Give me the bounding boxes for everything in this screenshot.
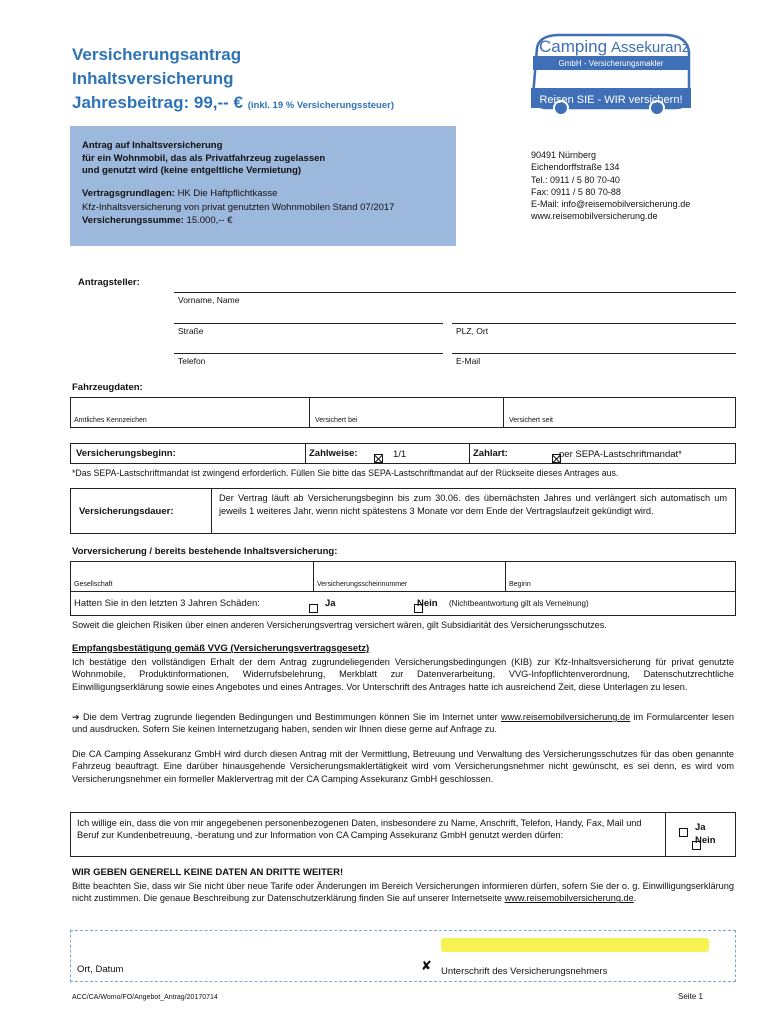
address-email[interactable]: E-Mail: info@reisemobilversicherung.de	[531, 199, 691, 210]
privacy-text-end: .	[633, 893, 637, 904]
consent-yes-label: Ja	[695, 822, 706, 833]
logo-subtitle: GmbH - Versicherungsmakler	[558, 59, 664, 68]
page-number: Seite 1	[678, 992, 703, 1001]
payment-value: 1/1	[393, 449, 407, 460]
insured-sum-value: 15.000,-- €	[186, 214, 233, 226]
info-line-3: und genutzt wird (keine entgeltliche Vermietung)	[82, 165, 302, 177]
damages-yes-checkbox[interactable]	[309, 604, 318, 613]
address-city: 90491 Nürnberg	[531, 150, 597, 160]
prior-company-field[interactable]: Gesellschaft	[74, 581, 113, 588]
privacy-text	[72, 880, 734, 905]
street-line[interactable]	[174, 323, 443, 324]
duration-row	[70, 488, 736, 534]
signature-x-icon: ✘	[421, 959, 432, 974]
document-code: ACC/CA/Womo/FO/Angebot_Antrag/20170714	[72, 994, 218, 1001]
title-line-2: Inhaltsversicherung	[72, 69, 234, 88]
annual-premium: Jahresbeitrag: 99,-- €	[72, 93, 244, 112]
prior-heading: Vorversicherung / bereits bestehende Inhaltsversicherung:	[72, 546, 338, 557]
signature-highlight	[441, 938, 709, 952]
plz-line[interactable]	[452, 323, 736, 324]
consent-text: Ich willige ein, dass die von mir angegebenen personenbezogenen Daten, insbesondere zu Name, Anschrift, Telefon, Handy, Fax, Mail und Beruf zur Kundenbetreuung, -beratung und zur Information von CA Camping Assekuranz GmbH genutzt werden dürfen:	[77, 818, 642, 841]
receipt-paragraph-3: Die CA Camping Assekuranz GmbH wird durch diesen Antrag mit der Vermittlung, Betreuung und Verwaltung des Versicherungsschutzes für das oben genannte Fahrzeug beauftragt. Eine darüber hinausgehende Versicherungsmaklertätigkeit wird vom Versicherungsnehmer nicht gewünscht, es sei denn, es wird vom Versicherungsnehmer ein formeller Maklervertrag mit der CA Camping Assekuranz GmbH geschlossen.	[72, 749, 734, 784]
payment-annual-checkbox[interactable]	[374, 454, 383, 463]
prior-policy-field[interactable]: Versicherungsscheinnummer	[317, 581, 408, 588]
duration-text: Der Vertrag läuft ab Versicherungsbeginn bis zum 30.06. des übernächsten Jahres und verlängert sich automatisch um jeweils 1 weiteres Jahr, wenn nicht spätestens 3 Monate vor dem Ende der Vertragslaufzeit gekündigt wird.	[219, 493, 727, 516]
name-line[interactable]	[174, 292, 736, 293]
company-address	[531, 149, 690, 223]
place-date-label[interactable]: Ort, Datum	[77, 964, 124, 975]
phone-line[interactable]	[174, 353, 443, 354]
consent-yes-checkbox[interactable]	[679, 828, 688, 837]
damages-no-label: Nein	[417, 598, 438, 609]
email-line[interactable]	[452, 353, 736, 354]
title-line-1: Versicherungsantrag	[72, 45, 242, 64]
tax-note: (inkl. 19 % Versicherungssteuer)	[247, 100, 395, 111]
receipt-p2-text-a: Die dem Vertrag zugrunde liegenden Bedingungen und Bestimmungen können Sie im Internet unter	[82, 712, 498, 722]
contract-basis-value: HK Die Haftpflichtkasse	[177, 187, 278, 199]
signature-label[interactable]: Unterschrift des Versicherungsnehmers	[441, 966, 608, 977]
sepa-footnote: *Das SEPA-Lastschriftmandat ist zwingend erforderlich. Füllen Sie bitte das SEPA-Lastschriftmandat auf der Rückseite dieses Antrages aus.	[72, 468, 619, 478]
info-line-2: für ein Wohnmobil, das als Privatfahrzeug zugelassen	[82, 152, 326, 164]
contract-basis	[82, 188, 444, 201]
damages-yes-label: Ja	[325, 598, 336, 609]
address-web[interactable]: www.reisemobilversicherung.de	[531, 211, 658, 222]
consent-box	[70, 812, 736, 857]
consent-no-label: Nein	[695, 835, 716, 846]
insured-since-field[interactable]: Versichert seit	[509, 417, 553, 424]
privacy-heading: WIR GEBEN GENERELL KEINE DATEN AN DRITTE WEITER!	[72, 867, 344, 878]
logo-slogan: Reisen SIE - WIR versichern!	[539, 94, 683, 106]
begin-row	[70, 443, 736, 464]
address-tel: Tel.: 0911 / 5 80 70-40	[531, 174, 620, 185]
street-label: Straße	[178, 326, 204, 336]
email-label: E-Mail	[456, 356, 481, 366]
phone-label: Telefon	[178, 356, 206, 366]
address-street: Eichendorffstraße 134	[531, 162, 620, 173]
conditions-link[interactable]: www.reisemobilversicherung.de	[500, 712, 631, 722]
signature-box	[70, 930, 736, 982]
plz-label: PLZ, Ort	[456, 326, 489, 336]
contract-basis-label: Vertragsgrundlagen:	[82, 187, 175, 199]
name-label: Vorname, Name	[178, 295, 240, 305]
receipt-paragraph-1: Ich bestätige den vollständigen Erhalt der dem Antrag zugrundeliegenden Versicherungsbedingungen (KIB) zur Kfz-Inhaltsversicherung für privat genutzte Wohnmobile, Produktinformationen, Widerrufsbelehrung, Merkblatt zur Datenverarbeitung, VVG-Infopflichtenverordnung, Datenschutzrechtliche Einwilligungserklärung sowie eines Angebotes und eines Antrages. Vor Unterschrift des Antrages hatte ich ausreichend Zeit, diese Unterlagen zu lesen.	[72, 657, 734, 692]
payment-label: Zahlweise:	[309, 448, 358, 459]
damages-no-note: (Nichtbeantwortung gilt als Verneinung)	[449, 599, 589, 608]
receipt-heading: Empfangsbestätigung gemäß VVG (Versicherungsvertragsgesetz)	[72, 643, 370, 654]
prior-start-field[interactable]: Beginn	[509, 581, 531, 588]
vehicle-heading: Fahrzeugdaten:	[72, 382, 143, 393]
insured-sum	[82, 215, 444, 228]
damages-question: Hatten Sie in den letzten 3 Jahren Schäden:	[74, 598, 260, 609]
logo-word-1: Camping	[539, 37, 608, 56]
applicant-heading: Antragsteller:	[78, 277, 140, 288]
prior-table	[70, 561, 736, 616]
arrow-icon: ➔	[72, 712, 80, 722]
vehicle-table	[70, 397, 736, 428]
insured-at-field[interactable]: Versichert bei	[315, 417, 358, 424]
receipt-p2-text-b: im Formularcenter lesen und ausdrucken. Sofern Sie keinen Internetzugang haben, senden wir Ihnen diese gerne auf Anfrage zu.	[72, 712, 734, 735]
subsidiarity-note: Soweit die gleichen Risiken über einen anderen Versicherungsvertrag versichert wären, gilt Subsidiarität des Versicherungsschutzes.	[72, 620, 607, 630]
receipt-paragraph-2	[72, 711, 734, 736]
title-line-3	[72, 92, 394, 117]
begin-label[interactable]: Versicherungsbeginn:	[76, 448, 176, 459]
privacy-link[interactable]: www.reisemobilversicherung.de	[504, 893, 634, 904]
insured-sum-label: Versicherungssumme:	[82, 214, 184, 226]
address-fax: Fax: 0911 / 5 80 70-88	[531, 186, 621, 197]
method-value: per SEPA-Lastschriftmandat*	[559, 449, 682, 460]
duration-label: Versicherungsdauer:	[79, 506, 174, 517]
info-line-1: Antrag auf Inhaltsversicherung	[82, 140, 223, 151]
kfz-conditions: Kfz-Inhaltsversicherung von privat genutzten Wohnmobilen Stand 07/2017	[82, 202, 395, 214]
product-info-box	[70, 126, 456, 246]
logo-word-2: Assekuranz	[611, 39, 690, 56]
plate-field[interactable]: Amtliches Kennzeichen	[74, 417, 147, 424]
method-label: Zahlart:	[473, 448, 508, 459]
privacy-text-main: Bitte beachten Sie, dass wir Sie nicht über neue Tarife oder Änderungen im Bereich Versicherungen informieren dürfen, sofern Sie der o. g. Einwilligungserklärung nicht zustimmen. Die genaue Beschreibung zur Datenschutzerklärung finden Sie auf unserer Internetseite	[72, 881, 734, 904]
camping-assekuranz-logo	[527, 30, 695, 116]
